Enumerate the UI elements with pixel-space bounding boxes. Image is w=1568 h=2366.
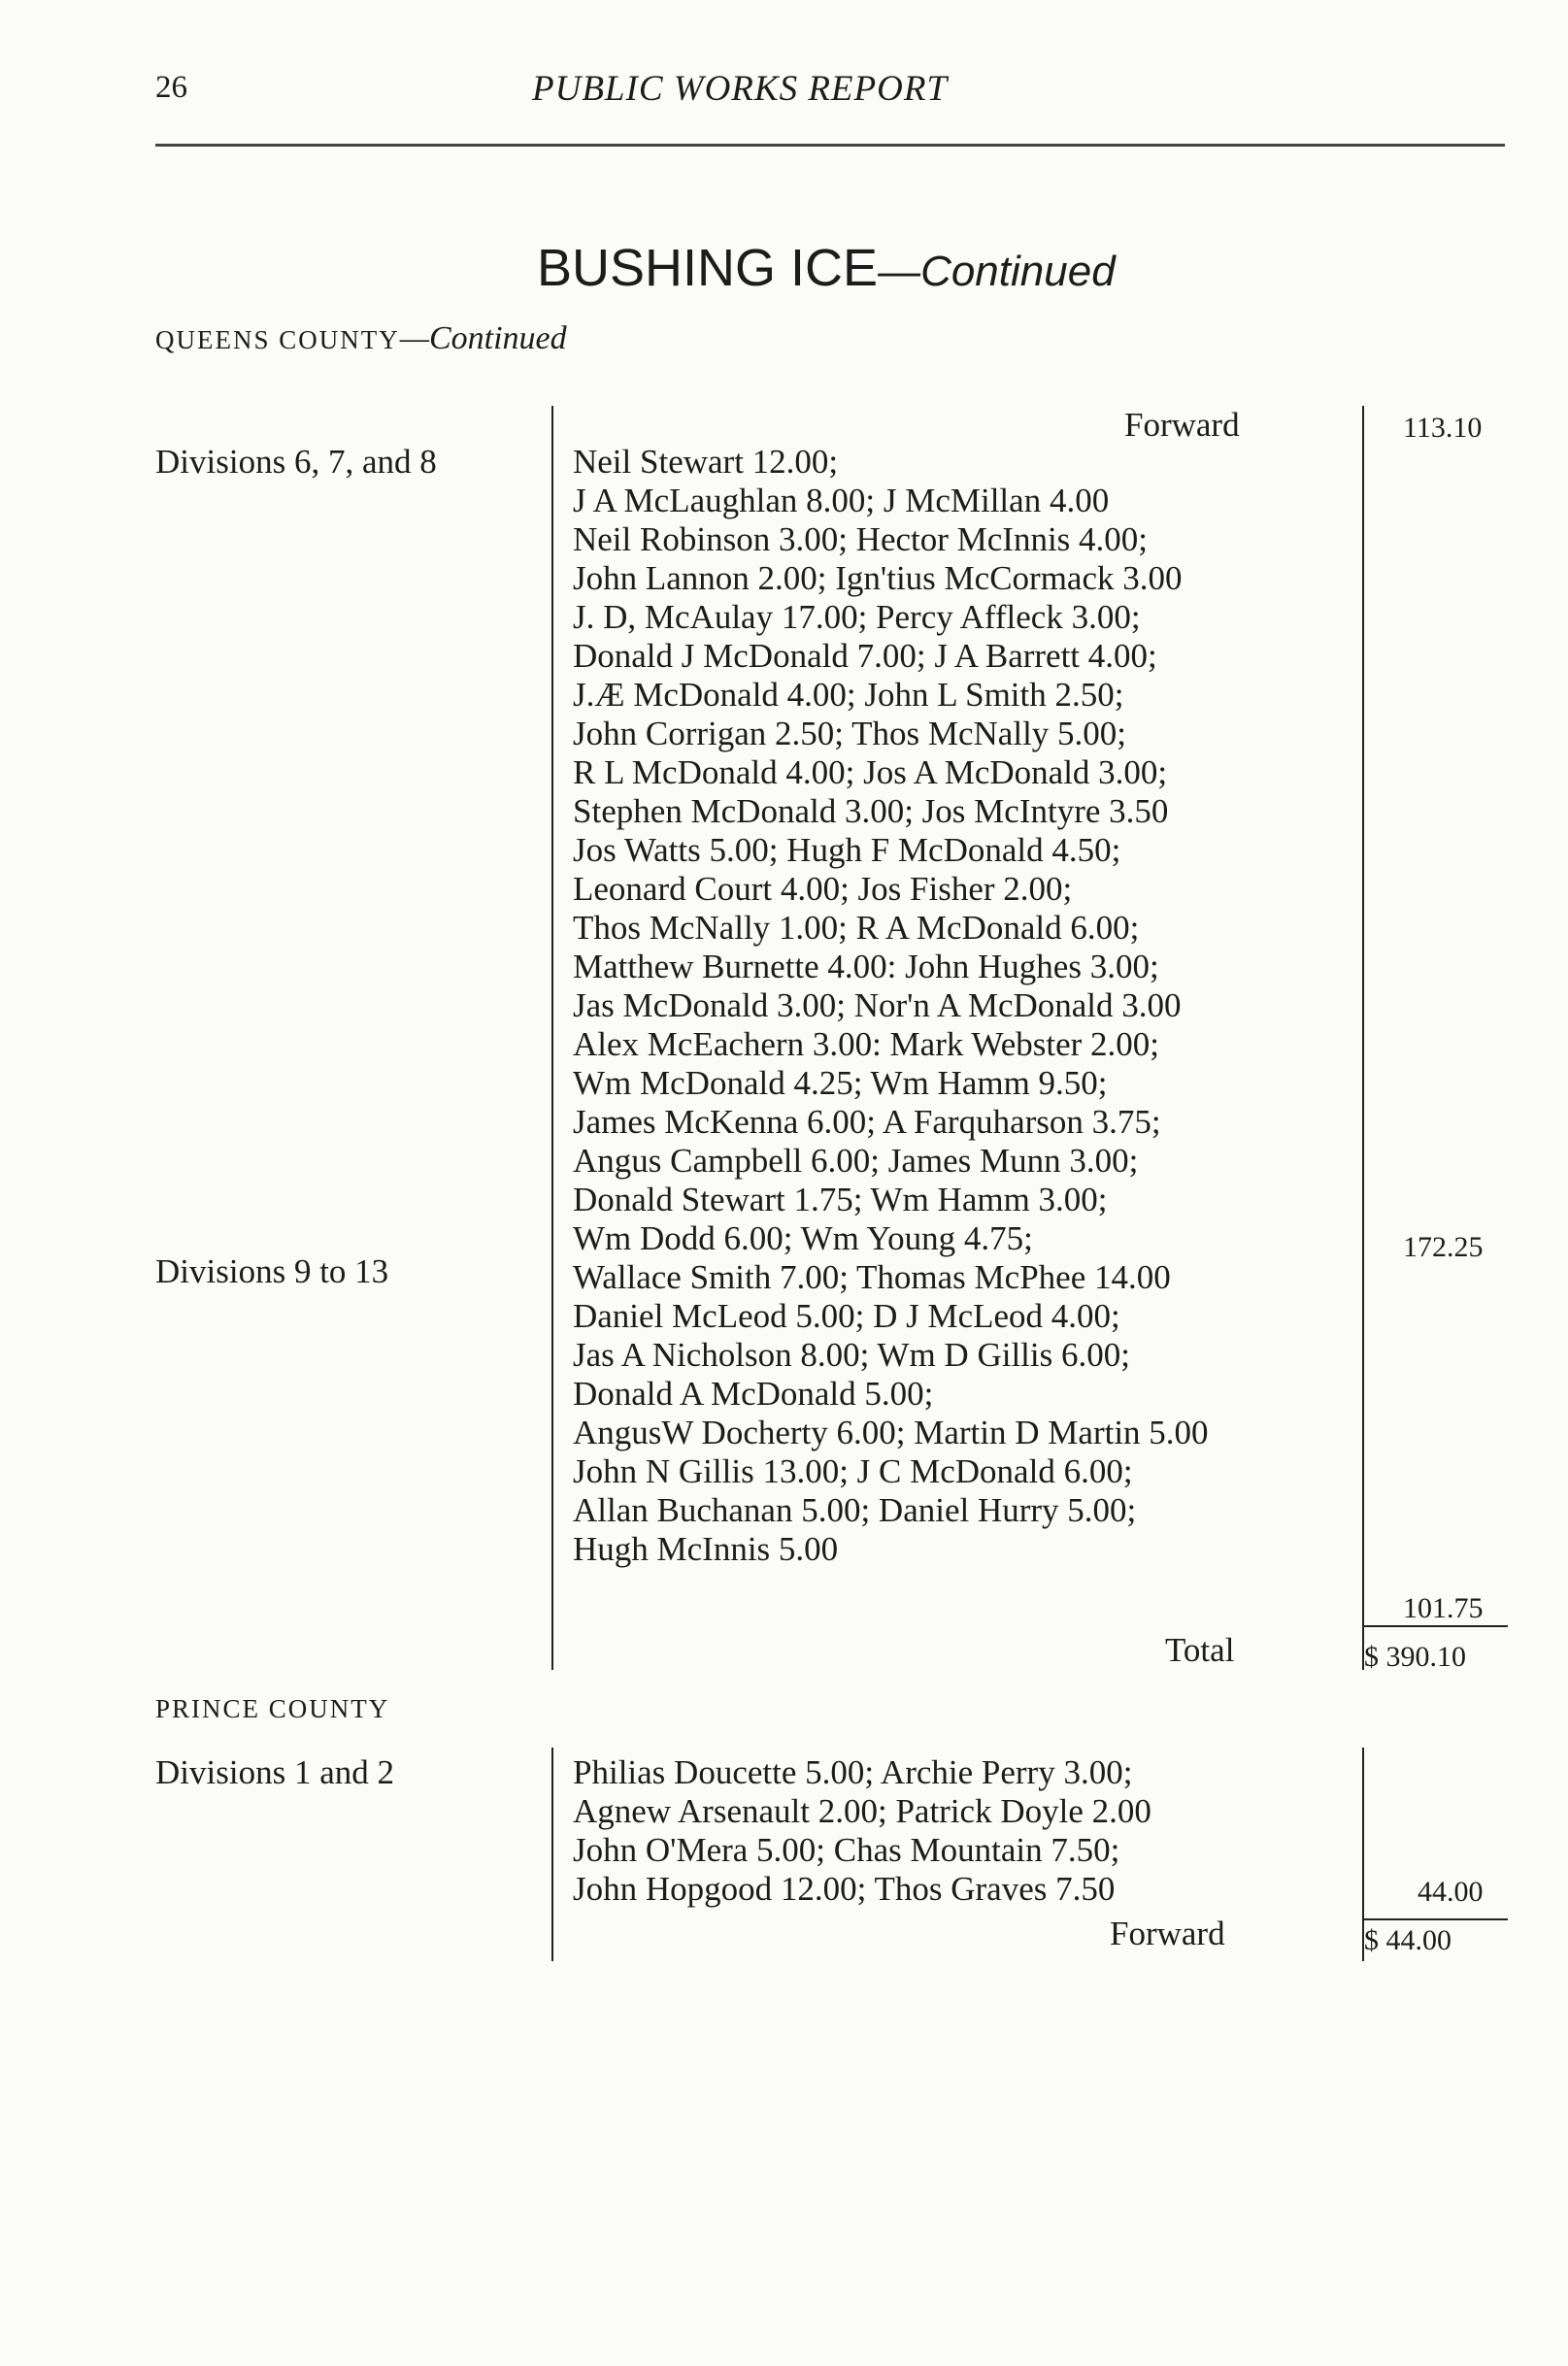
entry-line: Wallace Smith 7.00; Thomas McPhee 14.00: [573, 1258, 1171, 1296]
section-title: [537, 238, 1116, 298]
entry-line: Daniel McLeod 5.00; D J McLeod 4.00;: [573, 1297, 1120, 1335]
entry-line: Philias Doucette 5.00; Archie Perry 3.00;: [573, 1753, 1133, 1791]
forward-amount: 113.10: [1403, 412, 1483, 444]
subtotal-amount: 172.25: [1403, 1231, 1484, 1263]
entry-line: AngusW Docherty 6.00; Martin D Martin 5.00: [573, 1414, 1209, 1451]
entry-line: John N Gillis 13.00; J C McDonald 6.00;: [573, 1452, 1133, 1490]
running-head: PUBLIC WORKS REPORT: [532, 69, 949, 109]
entry-line: Matthew Burnette 4.00: John Hughes 3.00;: [573, 948, 1159, 985]
forward-label: Forward: [1124, 406, 1240, 444]
entry-line: Donald J McDonald 7.00; J A Barrett 4.00;: [573, 637, 1157, 675]
forward-amount: $ 44.00: [1364, 1924, 1451, 1956]
entry-line: Agnew Arsenault 2.00; Patrick Doyle 2.00: [573, 1792, 1151, 1830]
entry-line: Thos McNally 1.00; R A McDonald 6.00;: [573, 909, 1140, 947]
entry-line: Allan Buchanan 5.00; Daniel Hurry 5.00;: [573, 1491, 1137, 1529]
entry-line: Alex McEachern 3.00: Mark Webster 2.00;: [573, 1025, 1160, 1063]
division-label-9-13: Divisions 9 to 13: [155, 1252, 389, 1290]
entry-line: J. D, McAulay 17.00; Percy Affleck 3.00;: [573, 598, 1141, 636]
entry-line: John Lannon 2.00; Ign'tius McCormack 3.00: [573, 559, 1183, 597]
county-heading-queens: [155, 320, 567, 357]
entry-line: Angus Campbell 6.00; James Munn 3.00;: [573, 1142, 1139, 1180]
entry-line: Neil Robinson 3.00; Hector McInnis 4.00;: [573, 520, 1149, 558]
subtotal-amount: 44.00: [1418, 1876, 1484, 1908]
header-rule: [155, 144, 1505, 147]
county-heading-suffix: —Continued: [399, 320, 567, 356]
entry-line: John Hopgood 12.00; Thos Graves 7.50: [573, 1870, 1116, 1908]
entry-line: J A McLaughlan 8.00; J McMillan 4.00: [573, 482, 1110, 519]
queens-left-rule: [551, 406, 553, 1670]
queens-right-rule: [1362, 406, 1364, 1670]
division-label-1-2: Divisions 1 and 2: [155, 1753, 394, 1791]
entry-line: John O'Mera 5.00; Chas Mountain 7.50;: [573, 1831, 1120, 1869]
total-label: Total: [1165, 1631, 1235, 1669]
page-number: 26: [155, 70, 187, 105]
entry-line: Hugh McInnis 5.00: [573, 1530, 839, 1568]
county-heading-text: QUEENS COUNTY: [155, 325, 400, 354]
section-title-suffix: —Continued: [878, 248, 1116, 295]
entry-line: Donald A McDonald 5.00;: [573, 1375, 934, 1413]
entry-line: Leonard Court 4.00; Jos Fisher 2.00;: [573, 870, 1073, 908]
entry-line: Neil Stewart 12.00;: [573, 443, 839, 481]
section-title-text: BUSHING ICE: [537, 239, 879, 297]
entry-line: James McKenna 6.00; A Farquharson 3.75;: [573, 1103, 1161, 1141]
entry-line: Stephen McDonald 3.00; Jos McIntyre 3.50: [573, 792, 1169, 830]
entry-line: Jas McDonald 3.00; Nor'n A McDonald 3.00: [573, 986, 1182, 1024]
prince-subtotal-rule: [1362, 1918, 1508, 1920]
entry-line: Wm McDonald 4.25; Wm Hamm 9.50;: [573, 1064, 1108, 1102]
county-heading-prince: PRINCE COUNTY: [155, 1694, 390, 1723]
entry-line: Jos Watts 5.00; Hugh F McDonald 4.50;: [573, 831, 1121, 869]
entry-line: Jas A Nicholson 8.00; Wm D Gillis 6.00;: [573, 1336, 1130, 1374]
entry-line: John Corrigan 2.50; Thos McNally 5.00;: [573, 715, 1127, 752]
total-amount: $ 390.10: [1364, 1641, 1466, 1673]
subtotal-amount: 101.75: [1403, 1592, 1484, 1624]
forward-label: Forward: [1110, 1915, 1225, 1952]
entry-line: Donald Stewart 1.75; Wm Hamm 3.00;: [573, 1181, 1108, 1218]
entry-line: R L McDonald 4.00; Jos A McDonald 3.00;: [573, 753, 1168, 791]
division-label-6-7-8: Divisions 6, 7, and 8: [155, 443, 437, 481]
prince-left-rule: [551, 1748, 553, 1961]
entry-line: Wm Dodd 6.00; Wm Young 4.75;: [573, 1219, 1033, 1257]
total-rule: [1362, 1625, 1508, 1627]
entry-line: J.Æ McDonald 4.00; John L Smith 2.50;: [573, 676, 1124, 714]
